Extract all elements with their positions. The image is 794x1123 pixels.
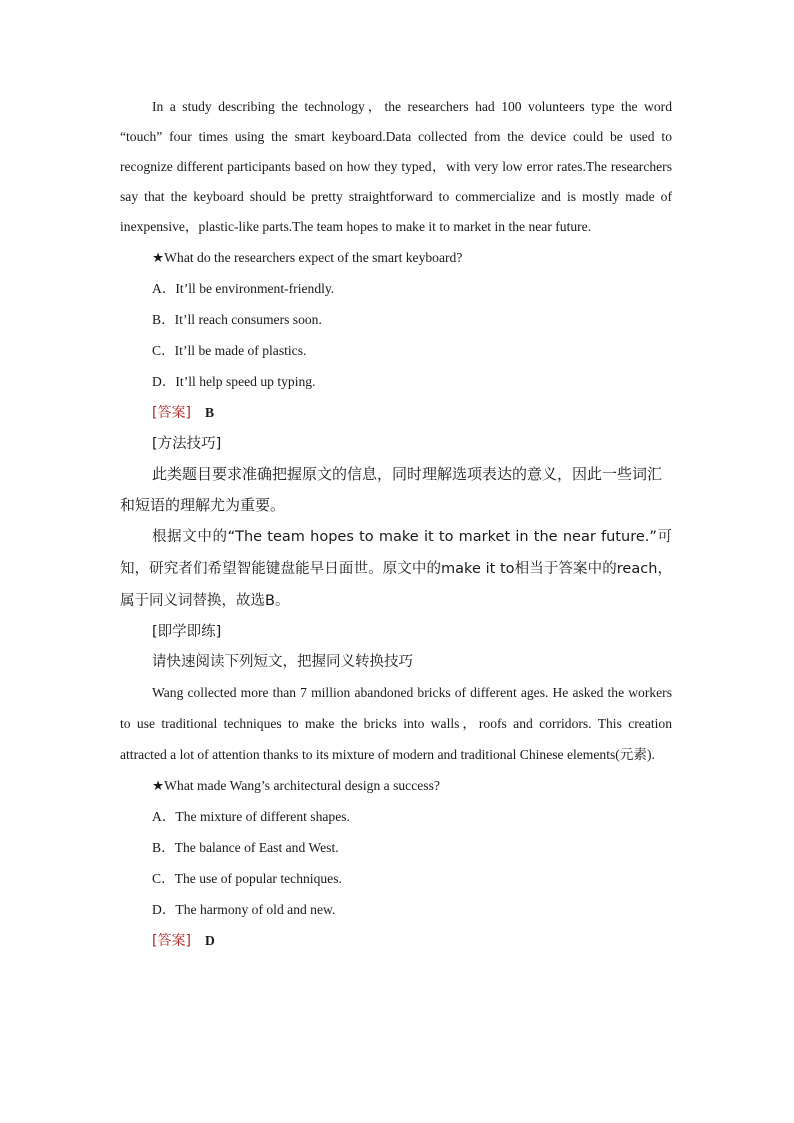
document-page	[120, 92, 672, 957]
question-2-option-c: C．The use of popular techniques.	[152, 871, 342, 886]
method-paragraph-2-text: 根据文中的“The team hopes to make it to market in the near future.”可知，研究者们希望智能键盘能早日面世。原文中的make it to相当于答案中的reach，属于同义词替换，故选B。	[120, 529, 672, 609]
answer-label: [答案]	[152, 405, 191, 421]
question-2-option-a: A．The mixture of different shapes.	[152, 809, 350, 824]
question-2-option-b: B．The balance of East and West.	[152, 840, 339, 855]
question-1-option-d: D．It’ll help speed up typing.	[152, 374, 316, 389]
question-1-option-a: A．It’ll be environment-friendly.	[152, 281, 335, 296]
practice-heading: [即学即练]	[152, 624, 222, 640]
question-2-stem: ★What made Wang’s architectural design a success?	[152, 778, 440, 793]
question-1-option-c: C．It’ll be made of plastics.	[152, 343, 307, 358]
question-1-option-b: B．It’ll reach consumers soon.	[152, 312, 322, 327]
passage-2: Wang collected more than 7 million abandoned bricks of different ages. He asked the workers to use traditional techniques to make the bricks into walls，roofs and corridors. This creation attracted a lot of attention thanks to its mixture of modern and traditional Chinese elements(元素).	[120, 685, 672, 762]
question-2-option-d: D．The harmony of old and new.	[152, 902, 336, 917]
question-2-answer	[120, 925, 672, 957]
question-1-stem: ★What do the researchers expect of the smart keyboard?	[152, 250, 463, 265]
question-1-answer	[120, 397, 672, 429]
answer-label: [答案]	[152, 933, 191, 949]
method-paragraph-1: 此类题目要求准确把握原文的信息，同时理解选项表达的意义，因此一些词汇和短语的理解尤为重要。	[120, 465, 663, 514]
method-paragraph-2	[120, 521, 672, 617]
method-heading: [方法技巧]	[152, 436, 222, 452]
answer-value: D	[204, 933, 215, 948]
answer-value: B	[204, 405, 215, 420]
practice-instruction: 请快速阅读下列短文，把握同义转换技巧	[152, 654, 413, 670]
passage-1: In a study describing the technology，the researchers had 100 volunteers type the word “touch” four times using the smart keyboard.Data collected from the device could be used to recognize different participants based on how they typed，with very low error rates.The researchers say that the keyboard should be pretty straightforward to commercialize and is mostly made of inexpensive，plastic-like parts.The team hopes to make it to market in the near future.	[120, 99, 672, 234]
